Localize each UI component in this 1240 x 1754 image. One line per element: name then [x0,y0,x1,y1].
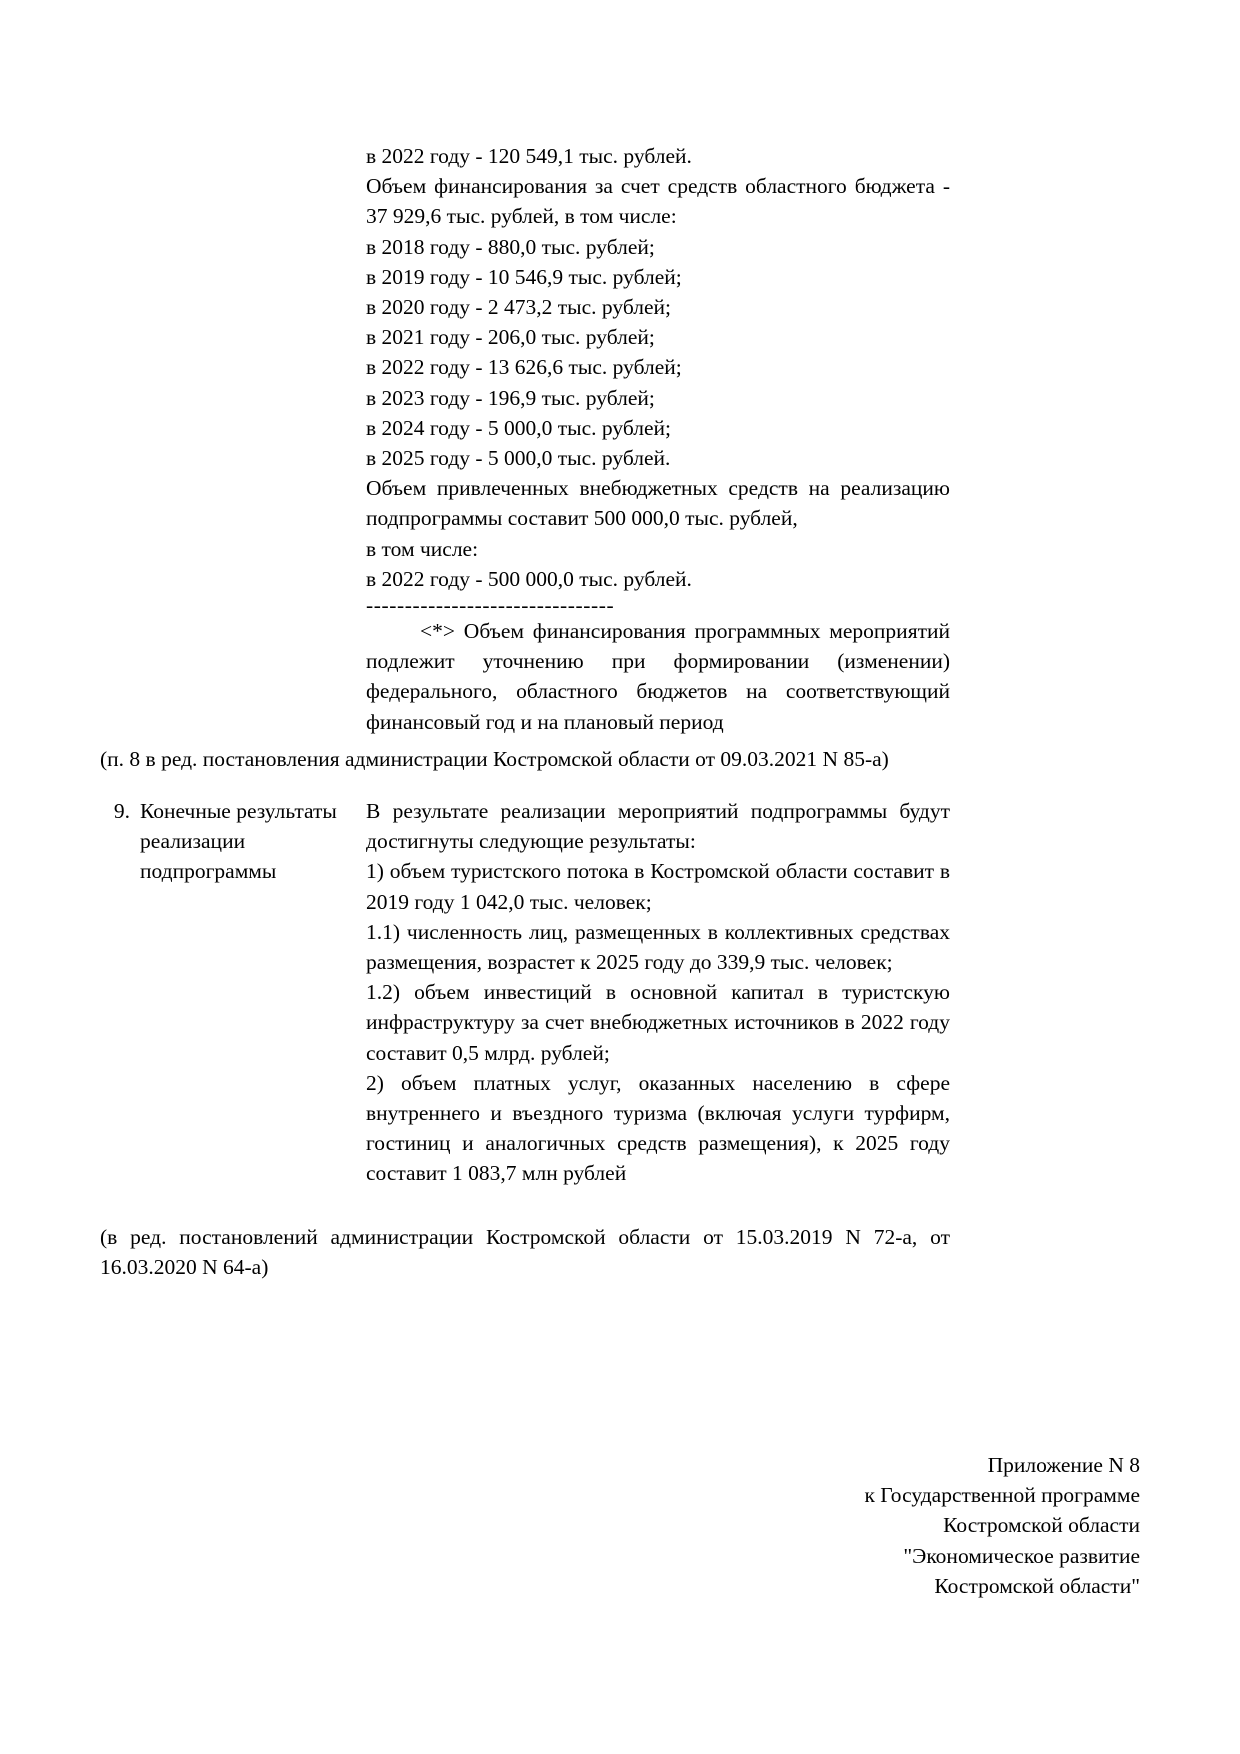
funding-line: в 2019 году - 10 546,9 тыс. рублей; [366,264,682,289]
appendix-line: "Экономическое развитие [903,1543,1140,1568]
funding-line: в 2025 году - 5 000,0 тыс. рублей. [366,446,671,471]
funding-line: в 2022 году - 120 549,1 тыс. рублей. [366,144,692,168]
result-paragraph: В результате реализации мероприятий подпрограммы будут достигнуты следующие результаты: [366,799,950,854]
result-paragraph: 2) объем платных услуг, оказанных населению в сфере внутреннего и въездного туризма (включая услуги турфирм, гостиниц и аналогичных средств размещения), к 2025 году составит 1 083,7 млн рублей [366,1070,950,1186]
funding-line: Объем привлеченных внебюджетных средств на реализацию подпрограммы составит 500 000,0 тыс. рублей, [366,476,950,531]
funding-line: в 2024 году - 5 000,0 тыс. рублей; [366,415,672,440]
funding-line: в 2021 году - 206,0 тыс. рублей; [366,325,655,350]
funding-line: в том числе: [366,536,479,561]
result-paragraph: 1.1) численность лиц, размещенных в коллективных средствах размещения, возрастет к 2025 году до 339,9 тыс. человек; [366,919,950,975]
item-content [366,796,950,1189]
funding-line: в 2022 году - 500 000,0 тыс. рублей. [366,566,692,591]
item-label: Конечные результаты реализации подпрограммы [140,799,337,884]
appendix-heading [580,1450,1140,1601]
appendix-line: Костромской области" [934,1573,1140,1598]
result-paragraph: 1.2) объем инвестиций в основной капитал в туристскую инфраструктуру за счет внебюджетных источников в 2022 году составит 0,5 млрд. рублей; [366,980,950,1065]
funding-line: в 2018 году - 880,0 тыс. рублей; [366,234,655,259]
appendix-line: к Государственной программе [864,1483,1140,1508]
appendix-line: Приложение N 8 [987,1453,1140,1477]
funding-line: в 2022 году - 13 626,6 тыс. рублей; [366,355,682,380]
footnote-text: <*> Объем финансирования программных мероприятий подлежит уточнению при формировании (изменении) федерального, областного бюджетов на соответствующий финансовый год и на плановый период [366,619,950,734]
table-row-item-9 [100,796,950,1189]
result-paragraph: 1) объем туристского потока в Костромской области составит в 2019 году 1 042,0 тыс. человек; [366,859,950,914]
footnote-separator: -------------------------------- [366,594,615,617]
amendment-note-item-9: (в ред. постановлений администрации Костромской области от 15.03.2019 N 72-а, от 16.03.2020 N 64-а) [100,1225,950,1280]
amendment-note-item-8: (п. 8 в ред. постановления администрации Костромской области от 09.03.2021 N 85-а) [100,747,889,771]
item-number: 9. [113,799,130,823]
funding-line: в 2023 году - 196,9 тыс. рублей; [366,385,655,410]
funding-line: в 2020 году - 2 473,2 тыс. рублей; [366,295,672,320]
funding-block [366,141,950,737]
funding-line: Объем финансирования за счет средств областного бюджета - 37 929,6 тыс. рублей, в том числе: [366,174,950,229]
appendix-line: Костромской области [943,1513,1140,1538]
